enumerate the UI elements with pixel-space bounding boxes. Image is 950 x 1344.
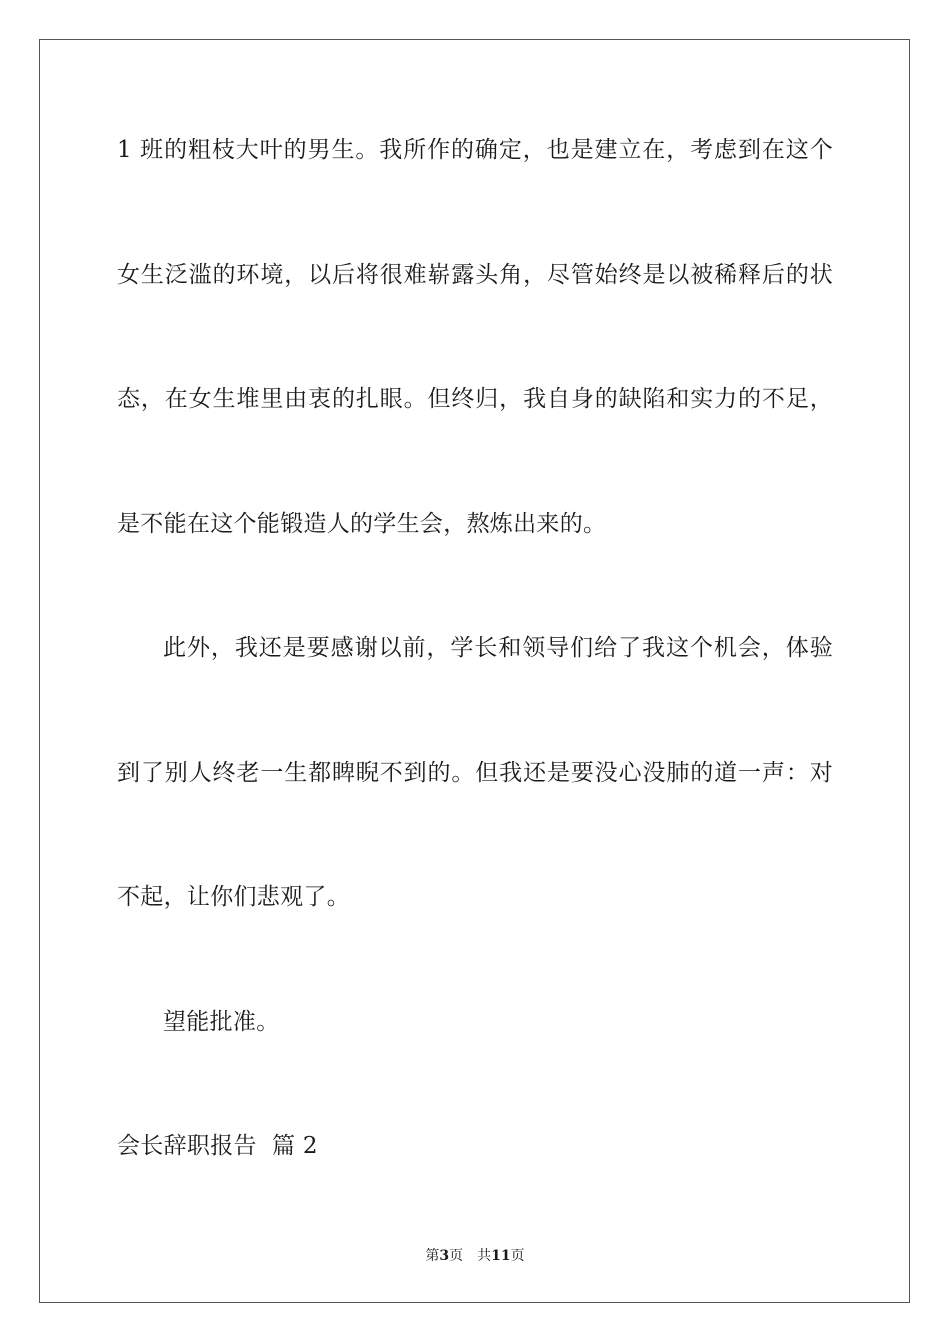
body-line-3: 态，在女生堆里由衷的扎眼。但终归，我自身的缺陷和实力的不足， [117, 386, 833, 412]
body-line-7: 不起，让你们悲观了。 [117, 884, 350, 910]
body-line-2: 女生泛滥的环境，以后将很难崭露头角，尽管始终是以被稀释后的状 [117, 262, 833, 288]
footer-page-suffix: 页 [449, 1248, 464, 1264]
body-line-5: 此外，我还是要感谢以前，学长和领导们给了我这个机会，体验 [163, 635, 833, 661]
footer-total-prefix: 共 [477, 1248, 492, 1264]
page-border [39, 39, 910, 1303]
body-line-6: 到了别人终老一生都睥睨不到的。但我还是要没心没肺的道一声：对 [117, 760, 833, 786]
footer-page-number: 3 [439, 1248, 450, 1264]
body-line-8: 望能批准。 [163, 1009, 280, 1035]
footer-total-suffix: 页 [510, 1248, 525, 1264]
section-heading: 会长辞职报告 篇 2 [117, 1133, 318, 1159]
body-line-1: 1 班的粗枝大叶的男生。我所作的确定，也是建立在，考虑到在这个 [117, 137, 833, 163]
body-line-4: 是不能在这个能锻造人的学生会，熬炼出来的。 [117, 511, 607, 537]
footer-page-prefix: 第 [425, 1248, 440, 1264]
page-footer [0, 1246, 950, 1266]
footer-total-pages: 11 [491, 1248, 511, 1264]
